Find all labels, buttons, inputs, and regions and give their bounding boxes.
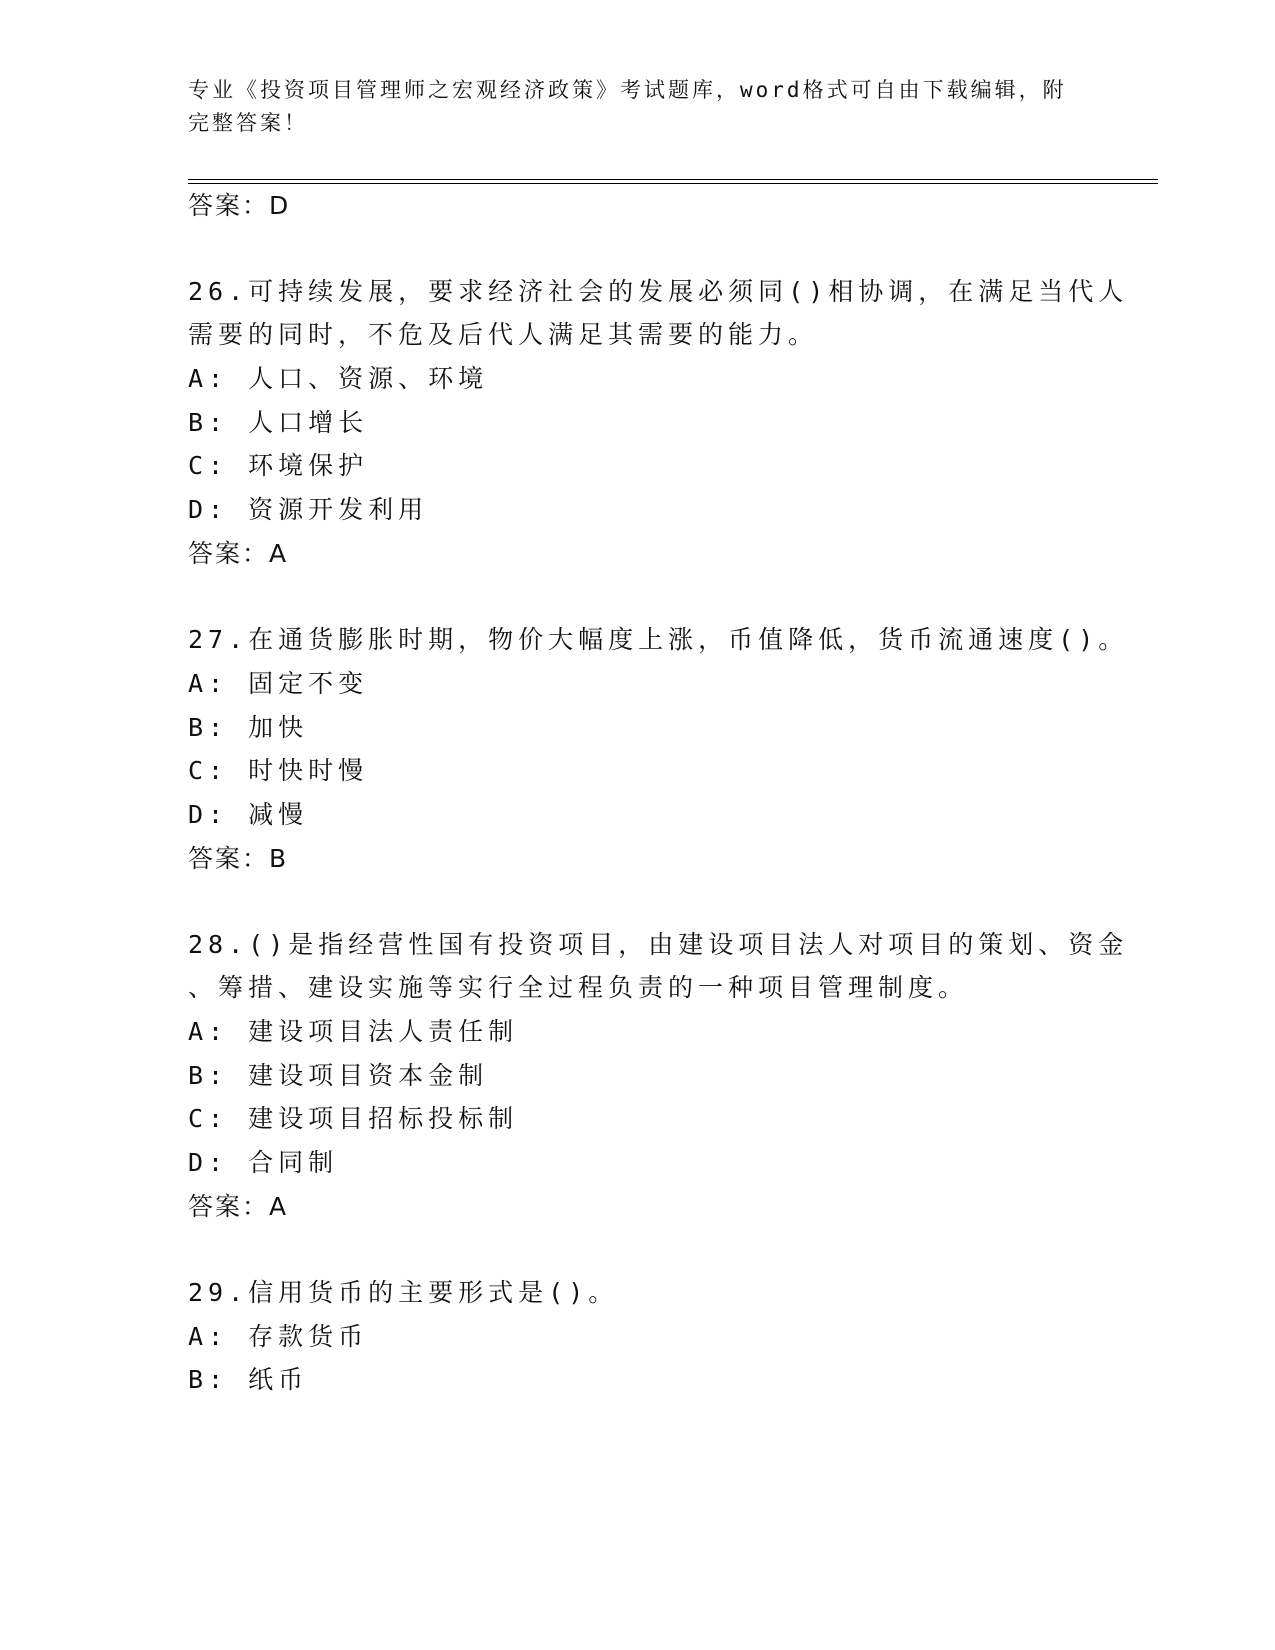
question-29-option-a: A: 存款货币 xyxy=(188,1322,369,1351)
question-26-option-a: A: 人口、资源、环境 xyxy=(188,364,489,393)
header-divider-top xyxy=(188,179,1158,180)
question-27-stem-line-1: 27.在通货膨胀时期，物价大幅度上涨，币值降低，货币流通速度()。 xyxy=(188,625,1129,654)
question-26-option-b: B: 人口增长 xyxy=(188,408,369,437)
question-28-option-c: C: 建设项目招标投标制 xyxy=(188,1104,519,1133)
question-28-option-a: A: 建设项目法人责任制 xyxy=(188,1017,519,1046)
question-28-stem-line-2: 、筹措、建设实施等实行全过程负责的一种项目管理制度。 xyxy=(188,973,969,1002)
question-28-stem-line-1: 28.()是指经营性国有投资项目，由建设项目法人对项目的策划、资金 xyxy=(188,930,1129,959)
question-28-answer: 答案：A xyxy=(188,1192,289,1221)
question-28-option-b: B: 建设项目资本金制 xyxy=(188,1061,489,1090)
question-26-option-d: D: 资源开发利用 xyxy=(188,495,429,524)
header-divider-bottom xyxy=(188,183,1158,184)
document-header: 专业《投资项目管理师之宏观经济政策》考试题库，word格式可自由下载编辑，附完整答案！ xyxy=(188,78,1067,135)
previous-answer: 答案：D xyxy=(188,191,291,220)
question-29-option-b: B: 纸币 xyxy=(188,1365,309,1394)
question-27-option-b: B: 加快 xyxy=(188,713,309,742)
question-27-option-c: C: 时快时慢 xyxy=(188,756,369,785)
question-26-option-c: C: 环境保护 xyxy=(188,451,369,480)
question-26-stem-line-2: 需要的同时，不危及后代人满足其需要的能力。 xyxy=(188,320,819,349)
question-28-option-d: D: 合同制 xyxy=(188,1148,339,1177)
question-26-stem-line-1: 26.可持续发展，要求经济社会的发展必须同()相协调，在满足当代人 xyxy=(188,277,1129,306)
question-27-option-a: A: 固定不变 xyxy=(188,669,369,698)
question-26-answer: 答案：A xyxy=(188,539,289,568)
question-27-answer: 答案：B xyxy=(188,844,289,873)
question-27-option-d: D: 减慢 xyxy=(188,800,309,829)
question-29-stem-line-1: 29.信用货币的主要形式是()。 xyxy=(188,1278,619,1307)
